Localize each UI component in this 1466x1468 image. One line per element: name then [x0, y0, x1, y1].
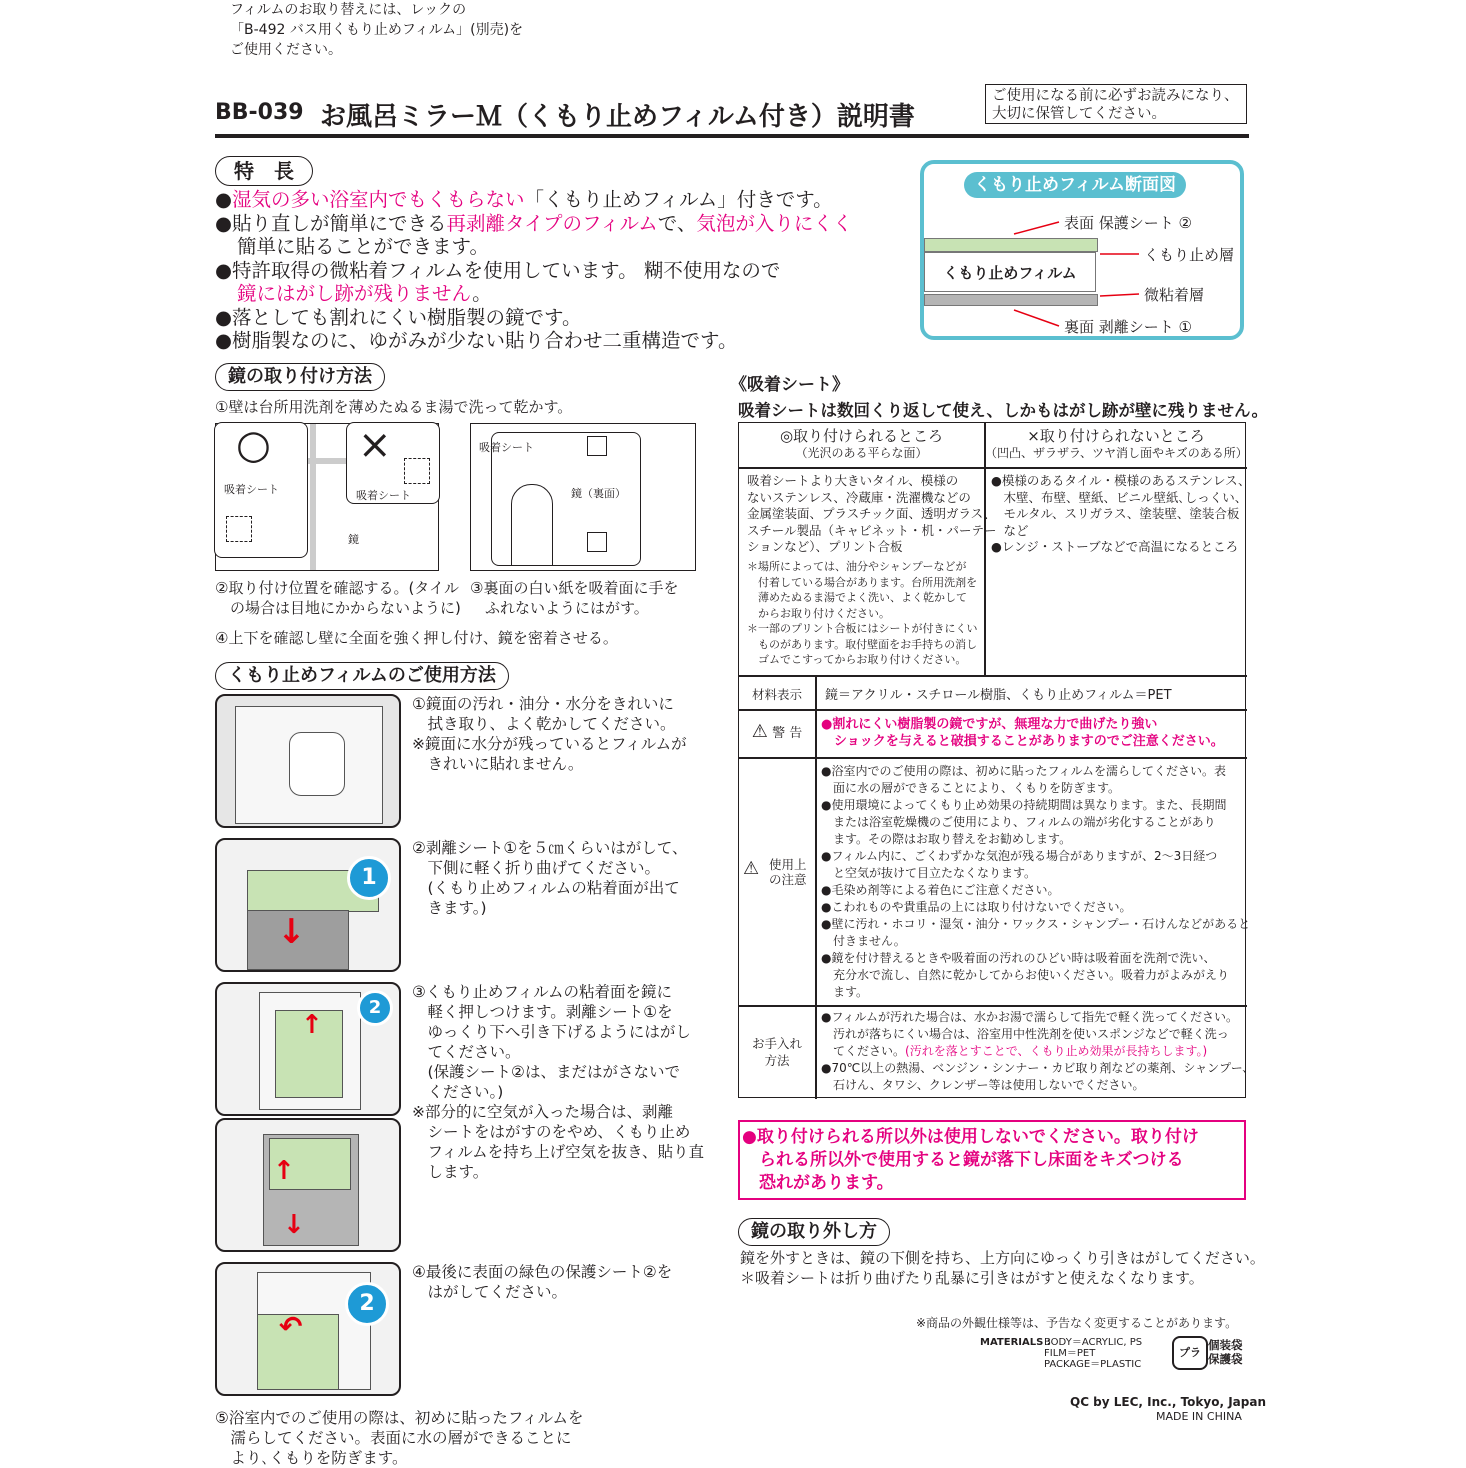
recycle-text: [1208, 1338, 1243, 1366]
anti-fog-label: くもり止め層: [1144, 246, 1235, 264]
caution-line: 面に水の層ができることにより、くもりを防ぎます。: [821, 781, 1121, 795]
mounting-title: 鏡の取り付け方法: [215, 363, 385, 391]
materials-list: [1044, 1337, 1142, 1370]
mounting-figure-2: [470, 423, 696, 571]
mounting-step4: ④上下を確認し壁に全面を強く押し付け、鏡を密着させる。: [215, 629, 618, 647]
caution-triangle-icon: ⚠: [743, 858, 760, 879]
care-text: [821, 1009, 1254, 1094]
step-line: 拭き取り、よく乾かしてください。: [412, 715, 676, 733]
top-note-line: 「B-492 バス用くもり止めフィルム」(別売)を: [230, 22, 524, 38]
cross-section-title: くもり止めフィルム断面図: [964, 172, 1186, 198]
material-label: 材料表示: [751, 687, 802, 702]
caution-line: ●壁に汚れ・ホコリ・湿気・油分・ワックス・シャンプー・石けんなどがあると: [821, 917, 1251, 931]
pink-warning-line: ●取り付けられる所以外は使用しないでください。取り付け: [742, 1127, 1199, 1147]
care-label: [739, 1035, 815, 1069]
top-sheet-label: 表面 保護シート ②: [1064, 214, 1192, 232]
materials-label: MATERIALS :: [980, 1337, 1051, 1348]
up-arrow-icon: ↑: [301, 1010, 323, 1040]
care-pink-note: (汚れを落とすことで、くもり止め効果が長持ちします。): [905, 1044, 1208, 1058]
down-arrow-icon: ↓: [277, 912, 306, 952]
ng-mark: ×: [358, 422, 392, 468]
step-line: の場合は目地にかからないように): [215, 599, 461, 617]
step-line: ください。): [412, 1083, 504, 1101]
caution-line: ●こわれものや貴重品の上には取り付けないでください。: [821, 900, 1132, 914]
step-line: (くもり止めフィルムの粘着面が出て: [412, 879, 680, 897]
read-notice-line: 大切に保管してください。: [992, 106, 1166, 122]
film-step4-text: [412, 1262, 672, 1302]
ok-notes: [747, 559, 978, 668]
ng-line: ●模様のあるタイル・模様のあるステンレス、: [991, 473, 1251, 488]
care-line-text: てください。: [821, 1044, 906, 1058]
product-code: BB-039: [215, 100, 304, 125]
step-line: ※部分的に空気が入った場合は、剥離: [412, 1103, 673, 1121]
pad-label: 吸着シート: [356, 489, 411, 502]
ng-header: [985, 427, 1247, 461]
warning-line: ●割れにくい樹脂製の鏡ですが、無理な力で曲げたり強い: [821, 717, 1158, 732]
pink-warning-line: られる所以外で使用すると鏡が落下し床面をキズつける: [742, 1150, 1184, 1170]
mounting-step3: [470, 578, 678, 618]
divider: [815, 675, 817, 1099]
step-badge-1: 1: [347, 856, 391, 900]
step-line: ③くもり止めフィルムの粘着面を鏡に: [412, 983, 673, 1001]
film-step3b-figure: [215, 1118, 401, 1252]
feature-item: 鏡にはがし跡が残りません。: [237, 282, 492, 305]
ng-line: 木壁、布壁、壁紙、ビニル壁紙､しっくい、: [991, 489, 1248, 505]
adhesive-label: 微粘着層: [1144, 286, 1205, 304]
step-line: きれいに貼れません。: [412, 755, 584, 773]
film-step2-figure: [215, 838, 401, 972]
recycle-line: 個装袋: [1208, 1338, 1243, 1352]
step-line: ①鏡面の汚れ・油分・水分をきれいに: [412, 695, 674, 713]
step-line: (保護シート②は、まだはがさないで: [412, 1063, 680, 1081]
note-line: ものがあります。取付壁面をお手持ちの消し: [747, 637, 978, 651]
up-arrow-icon: ↑: [273, 1156, 295, 1186]
caution-label: [739, 857, 815, 887]
hand-icon: [511, 484, 553, 566]
features-list: [215, 188, 852, 353]
warning-text: [821, 716, 1224, 750]
mounting-step1: ①壁は台所用洗剤を薄めたぬるま湯で洗って乾かす。: [215, 398, 573, 416]
warning-line: ショックを与えると破損することがありますのでご注意ください。: [821, 734, 1224, 749]
mounting-figure-1: [215, 423, 439, 571]
film-step3-figure: [215, 982, 401, 1116]
materials-line: PACKAGE＝PLASTIC: [1044, 1359, 1142, 1370]
ok-mark: ○: [236, 422, 271, 468]
ok-line: ないステンレス、冷蔵庫・洗濯機などの: [747, 489, 971, 505]
step-line: きます。): [412, 899, 487, 917]
film-step5-text: [215, 1408, 584, 1468]
caution-line: ●浴室内でのご使用の際は、初めに貼ったフィルムを濡らしてください。表: [821, 764, 1227, 778]
recycle-line: 保護袋: [1208, 1352, 1243, 1366]
mounting-step2: [215, 578, 461, 618]
caution-label-line: 使用上: [769, 857, 807, 872]
film-step1-text: [412, 694, 687, 774]
care-line: 汚れが落ちにくい場合は、浴室用中性洗剤を使いスポンジなどで軽く洗っ: [821, 1027, 1229, 1041]
ng-title: ×取り付けられないところ: [1027, 427, 1205, 445]
step-line: ②取り付け位置を確認する。(タイル: [215, 579, 460, 597]
step-line: より､くもりを防ぎます。: [215, 1449, 408, 1467]
cloth-hand-icon: [289, 732, 345, 796]
film-step2-text: [412, 838, 687, 918]
pink-warning-box: [738, 1120, 1246, 1200]
ok-line: 吸着シートより大きいタイル、模様の: [747, 473, 959, 488]
qc-text: QC by LEC, Inc., Tokyo, Japan: [1070, 1395, 1266, 1409]
ng-line: モルタル、スリガラス、塗装壁、塗装合板: [991, 506, 1240, 521]
suction-lead: 吸着シートは数回くり返して使え、しかもはがし跡が壁に残りません。: [738, 401, 1268, 420]
feature-item: ●貼り直しが簡単にできる再剥離タイプのフィルムで、気泡が入りにくく: [215, 211, 853, 235]
ok-header: [739, 427, 984, 461]
film-step1-figure: [215, 694, 401, 828]
caution-line: ●毛染め剤等による着色にご注意ください。: [821, 883, 1060, 897]
step-line: シートをはがすのをやめ、くもり止め: [412, 1123, 691, 1141]
note-line: ＊場所によっては、油分やシャンプーなどが: [747, 560, 967, 573]
ng-subtitle: （凹凸、ザラザラ、ツヤ消し面やキズのある所）: [985, 446, 1248, 460]
header-rule: [215, 134, 1249, 138]
film-step3-text: [412, 982, 704, 1182]
note-line: ＊一部のプリント合板にはシートが付きにくい: [747, 622, 978, 635]
left-arrow-icon: ↶: [279, 1310, 303, 1343]
mirror-label: 鏡: [348, 533, 359, 546]
step-line: 軽く押しつけます。剥離シート①を: [412, 1003, 673, 1021]
feature-item: 簡単に貼ることができます。: [237, 235, 489, 258]
feature-item: ●落としても割れにくい樹脂製の鏡です。: [215, 305, 582, 329]
ok-title: ◎取り付けられるところ: [779, 427, 944, 445]
feature-item: ●樹脂製なのに、ゆがみが少ない貼り合わせ二重構造です。: [215, 329, 738, 352]
down-arrow-icon: ↓: [283, 1210, 305, 1240]
back-sheet-label: 裏面 剥離シート ①: [1064, 318, 1192, 336]
removal-line: ＊吸着シートは折り曲げたり乱暴に引きはがすと使えなくなります。: [740, 1269, 1204, 1287]
ng-line: ●レンジ・ストーブなどで高温になるところ: [991, 539, 1239, 554]
read-notice-line: ご使用になる前に必ずお読みになり、: [992, 88, 1239, 104]
step-line: ふれないようにはがす。: [470, 599, 649, 617]
made-in: MADE IN CHINA: [1156, 1410, 1242, 1423]
step-line: 濡らしてください。表面に水の層ができることに: [215, 1429, 572, 1447]
page-title: お風呂ミラーＭ（くもり止めフィルム付き）説明書: [320, 102, 915, 132]
care-line: [821, 1043, 1254, 1060]
note-line: 付着している場合があります。台所用洗剤を: [747, 575, 978, 589]
note-line: からお取り付けください。: [747, 606, 890, 620]
care-label-line: 方法: [764, 1053, 790, 1068]
care-line: ●フィルムが汚れた場合は、水かお湯で濡らして指先で軽く洗ってください。: [821, 1010, 1239, 1024]
caution-line: または浴室乾燥機のご使用により、フィルムの端が劣化することがあり: [821, 815, 1216, 829]
care-label-line: お手入れ: [751, 1036, 802, 1051]
pink-warning-line: 恐れがあります。: [742, 1173, 894, 1193]
caution-line: ます。: [821, 985, 869, 999]
ok-line: スチール製品（キャビネット・机・パーテー: [747, 522, 997, 538]
materials-line: FILM＝PET: [1044, 1348, 1096, 1359]
caution-line: ●フィルム内に、ごくわずかな気泡が残る場合がありますが、2～3日経つ: [821, 849, 1218, 863]
ok-line: 金属塗装面、プラスチック面、透明ガラス、: [747, 506, 997, 521]
ok-subtitle: （光沢のある平らな面）: [795, 446, 928, 460]
caution-line: 充分水で流し、自然に乾かしてからお使いください。吸着力がよみがえり: [821, 968, 1230, 982]
mirror-back-label: 鏡（裏面）: [571, 487, 626, 500]
caution-line: ●鏡を付け替えるときや吸着面の汚れのひどい時は吸着面を洗剤で洗い、: [821, 951, 1216, 965]
film-step4-figure: [215, 1262, 401, 1396]
features-title: 特 長: [215, 156, 313, 186]
pad-label: 吸着シート: [479, 441, 534, 454]
top-note-line: ご使用ください。: [230, 42, 342, 58]
warning-label: [739, 721, 815, 742]
step-line: フィルムを持ち上げ空気を抜き、貼り直: [412, 1143, 705, 1161]
film-usage-title: くもり止めフィルムのご使用方法: [215, 662, 509, 690]
removal-text: [740, 1248, 1265, 1288]
caution-text: [821, 763, 1250, 1001]
recycle-mark-text: プラ: [1179, 1346, 1201, 1359]
care-line: ●70℃以上の熱湯、ベンジン・シンナー・カビ取り剤などの薬剤、シャンプー、: [821, 1061, 1255, 1075]
step-line: 下側に軽く折り曲げてください。: [412, 859, 661, 877]
spec-change-note: ※商品の外観仕様等は、予告なく変更することがあります。: [916, 1316, 1238, 1330]
removal-title: 鏡の取り外し方: [738, 1218, 890, 1246]
removal-line: 鏡を外すときは、鏡の下側を持ち、上方向にゆっくり引きはがしてください。: [740, 1249, 1265, 1267]
pad-dashed: [226, 516, 252, 542]
caution-line: と空気が抜けて目立たなくなります。: [821, 866, 1037, 880]
read-notice: [985, 84, 1247, 124]
caution-line: ます。その際はお取り替えをお勧めします。: [821, 832, 1072, 846]
pad-dashed: [404, 458, 430, 484]
top-note-line: フィルムのお取り替えには、レックの: [230, 2, 467, 18]
pad-label: 吸着シート: [224, 483, 279, 496]
step-line: てください。: [412, 1043, 521, 1061]
care-line: 石けん、タワシ、クレンザー等は使用しないでください。: [821, 1078, 1145, 1092]
step-badge-3: 2: [345, 1282, 389, 1326]
ng-body: [991, 473, 1250, 556]
divider: [739, 467, 1247, 469]
warning-label-text: 警 告: [772, 726, 803, 741]
step-line: ③裏面の白い紙を吸着面に手を: [470, 579, 679, 597]
ok-line: ションなど）、プリント合板: [747, 539, 903, 554]
materials-line: BODY＝ACRYLIC, PS: [1044, 1337, 1143, 1348]
step-line: ②剥離シート①を５㎝くらいはがして、: [412, 839, 688, 857]
suction-heading: 《吸着シート》: [730, 375, 849, 395]
step-line: ゆっくり下へ引き下げるようにはがし: [412, 1023, 691, 1041]
step-line: ⑤浴室内でのご使用の際は、初めに貼ったフィルムを: [215, 1409, 584, 1427]
recycle-mark-icon: [1172, 1336, 1208, 1370]
caution-line: 付きません。: [821, 934, 906, 948]
step-badge-2: 2: [357, 990, 393, 1026]
step-line: ※鏡面に水分が残っているとフィルムが: [412, 735, 687, 753]
warning-triangle-icon: ⚠: [751, 721, 768, 742]
leader-lines: [924, 164, 1248, 344]
step-line: ④最後に表面の緑色の保護シート②を: [412, 1263, 673, 1281]
feature-item: ●特許取得の微粘着フィルムを使用しています。 糊不使用なので: [215, 258, 781, 282]
top-note: [230, 0, 523, 60]
caution-label-line: の注意: [769, 872, 807, 887]
pad-square: [587, 436, 607, 456]
feature-item: ●湿気の多い浴室内でもくもらない「くもり止めフィルム」付きです。: [215, 188, 833, 211]
note-line: ゴムでこすってからお取り付けください。: [747, 653, 967, 666]
ng-line: など: [991, 522, 1029, 538]
cross-section-panel: [920, 160, 1244, 340]
film-label: くもり止めフィルム: [924, 252, 1096, 292]
material-value: 鏡＝アクリル・スチロール樹脂、くもり止めフィルム＝PET: [825, 688, 1172, 703]
step-line: します。: [412, 1163, 489, 1181]
spec-table: [738, 422, 1255, 1098]
caution-line: ●使用環境によってくもり止め効果の持続期間は異なります。また、長期間: [821, 798, 1227, 812]
note-line: 薄めたぬるま湯でよく洗い、よく乾かして: [747, 591, 967, 604]
ok-body: [747, 473, 997, 556]
pad-square: [587, 532, 607, 552]
step-line: はがしてください。: [412, 1283, 568, 1301]
tile-line: [310, 424, 316, 570]
